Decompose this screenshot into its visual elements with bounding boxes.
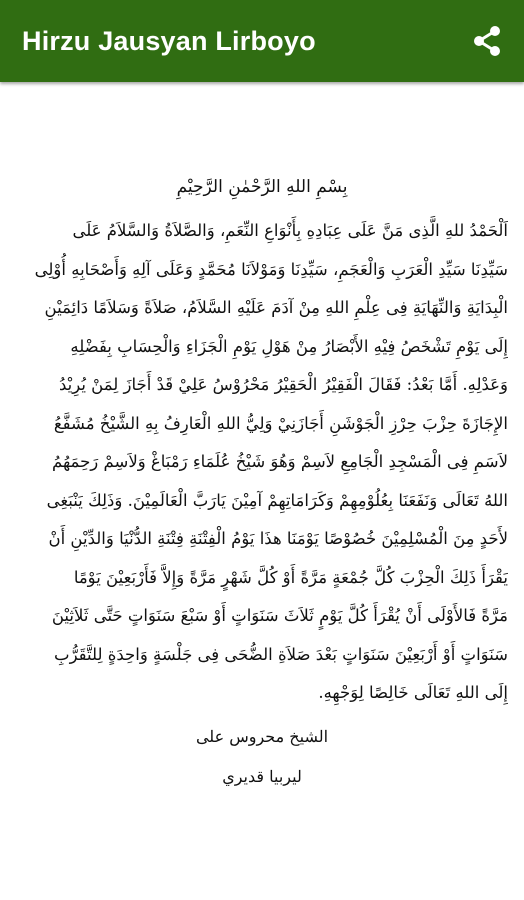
text-line: مَرَّةً فَالأَوْلَى أَنْ يُقْرَأَ كُلَّ يَوْمٍ ثَلاَثَ سَنَوَاتٍ أَوْ سَبْعَ سَنَوَاتٍ حَتَّى ثَلاَثِيْنَ [51, 606, 508, 625]
share-button[interactable] [464, 18, 510, 64]
signature-block [16, 719, 508, 795]
signature-name: الشيخ محروس على [195, 726, 329, 746]
text-line: الإِجَازَةَ حِزْبَ حِرْزِ الْجَوْشَنِ أَجَازَنِيْ وَلِيُّ اللهِ الْعَارِفُ بِهِ الشَّيْخُ مُشَفَّعُ [53, 413, 508, 433]
app-title: Hirzu Jausyan Lirboyo [22, 25, 316, 56]
share-icon [470, 24, 504, 58]
basmala-heading: بِسْمِ اللهِ الرَّحْمٰنِ الرَّحِيْمِ [176, 177, 348, 197]
text-line: إِلَى يَوْمِ تَشْخَصُ فِيْهِ الأَبْصَارُ مِنْ هَوْلِ يَوْمِ الْجَزَاءِ وَالْحِسَابِ بِفَضْلِهِ [70, 336, 508, 356]
text-line: وَعَدْلِهِ. أَمَّا بَعْدُ: فَقَالَ الْفَقِيْرُ الْحَقِيْرُ مَحْرُوْسُ عَلِيْ قَدْ أَجَازَ لِمَنْ يُرِيْدُ [58, 375, 508, 394]
app-bar [0, 0, 524, 82]
text-line: اللهُ تَعَالَى وَنَفَعَنَا بِعُلُوْمِهِمْ وَكَرَامَاتِهِمْ آمِيْنَ يَارَبَّ الْعَالَمِيْنَ. وَذَلِكَ يَنْبَغِى [46, 490, 508, 510]
text-line: سَيِّدِنَا سَيِّدِ الْعَرَبِ وَالْعَجَمِ، سَيِّدِنَا وَمَوْلاَنَا مُحَمَّدٍ وَعَلَى آلِهِ وَأَصْحَابِهِ أُوْلِى [34, 259, 508, 279]
text-line: الْبِدَايَةِ وَالنِّهَايَةِ فِى عِلْمِ اللهِ مِنْ آدَمَ عَلَيْهِ السَّلاَمُ، صَلاَةً وَسَلاَمًا دَائِمَيْنِ [44, 298, 508, 317]
document-content[interactable] [0, 82, 524, 900]
text-line: لاَسَمِ فِى الْمَسْجِدِ الْجَامِعِ لاَسِمْ وَهُوَ شَيْخُ عُلَمَاءِ رَمْبَاغْ وَلاَسِمْ رَحِمَهُمُ [51, 452, 508, 471]
document-body [16, 212, 508, 713]
text-line: إِلَى اللهِ تَعَالَى خَالِصًا لِوَجْهِهِ. [318, 683, 508, 702]
text-line: سَنَوَاتٍ أَوْ أَرْبَعِيْنَ سَنَوَاتٍ بَعْدَ صَلاَةِ الضُّحَى فِى جَلْسَةٍ وَاحِدَةٍ لِلتَّقَرُّبِ [54, 644, 508, 664]
text-line: لأَحَدٍ مِنَ الْمُسْلِمِيْنَ خُصُوْصًا يَوْمَنَا هذَا يَوْمُ الْفِتْنَةِ فِتْنَةِ الدُّنْيَا وَالدِّيْنِ أَنْ [48, 529, 508, 548]
text-line: اَلْحَمْدُ للهِ الَّذِى مَنَّ عَلَى عِبَادِهِ بِأَنْوَاعِ النِّعَمِ، وَالصَّلاَةُ وَالسَّلاَمُ عَلَى [72, 221, 508, 240]
text-line: يَقْرَأَ ذَلِكَ الْحِزْبَ كُلَّ جُمْعَةٍ مَرَّةً أَوْ كُلَّ شَهْرٍ مَرَّةً وَإِلاَّ فَأَرْبَعِيْنَ يَوْمًا [73, 567, 508, 587]
signature-place: ليربيا قديري [222, 766, 302, 786]
